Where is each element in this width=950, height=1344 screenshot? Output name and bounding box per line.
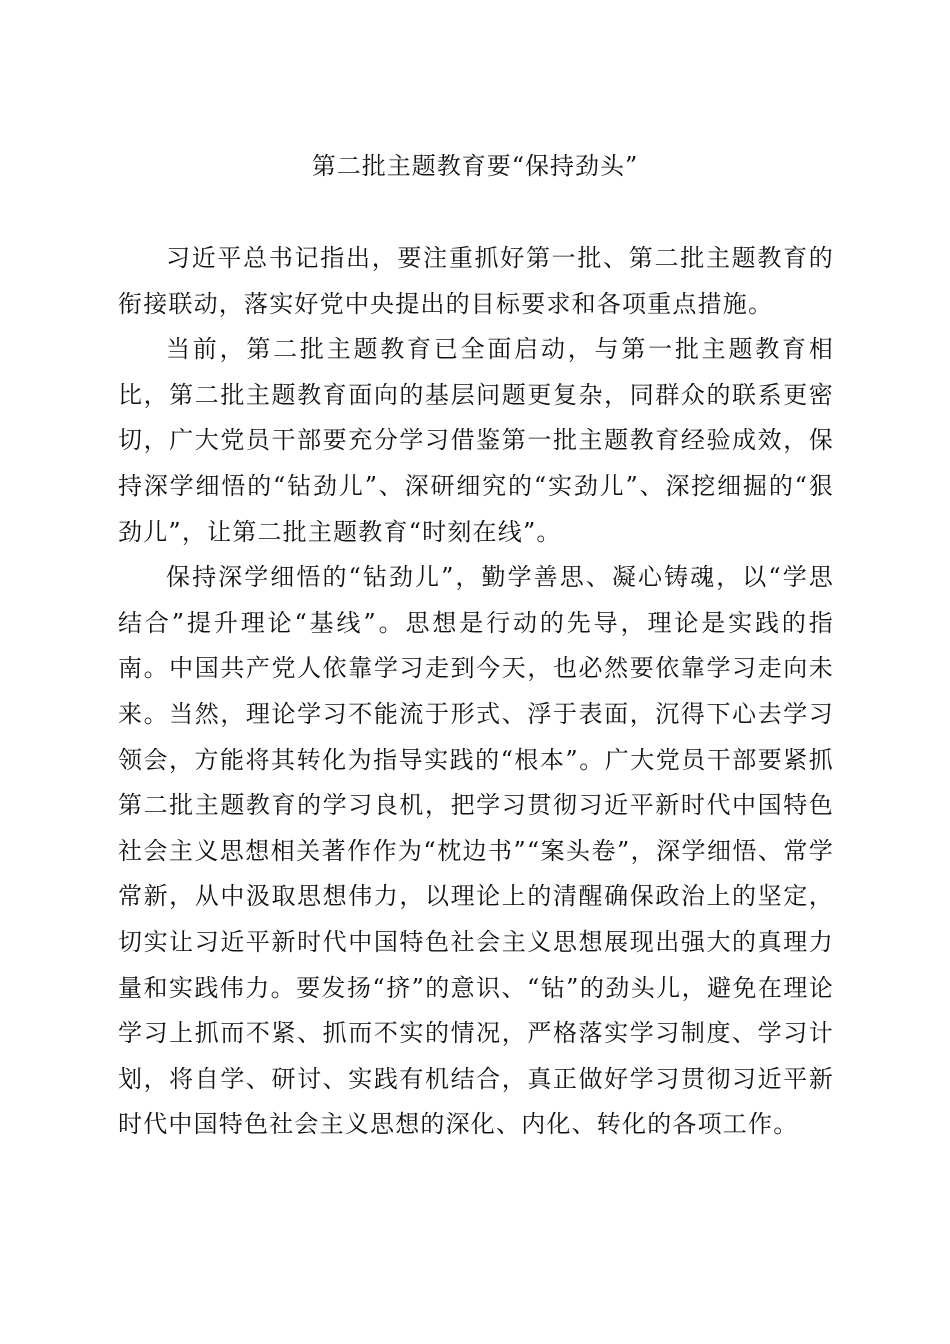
paragraph: 保持深学细悟的“钻劲儿”，勤学善思、凝心铸魂，以“学思结合”提升理论“基线”。思想是行动的先导，理论是实践的指南。中国共产党人依靠学习走到今天，也必然要依靠学习走向未来。当然，理论学习不能流于形式、浮于表面，沉得下心去学习领会，方能将其转化为指导实践的“根本”。广大党员干部要紧抓第二批主题教育的学习良机，把学习贯彻习近平新时代中国特色社会主义思想相关著作作为“枕边书”“案头卷”，深学细悟、常学常新，从中汲取思想伟力，以理论上的清醒确保政治上的坚定，切实让习近平新时代中国特色社会主义思想展现出强大的真理力量和实践伟力。要发扬“挤”的意识、“钻”的劲头儿，避免在理论学习上抓而不紧、抓而不实的情况，严格落实学习制度、学习计划，将自学、研讨、实践有机结合，真正做好学习贯彻习近平新时代中国特色社会主义思想的深化、内化、转化的各项工作。 <box>118 563 834 1139</box>
document-body <box>118 236 834 1148</box>
paragraph: 当前，第二批主题教育已全面启动，与第一批主题教育相比，第二批主题教育面向的基层问题更复杂，同群众的联系更密切，广大党员干部要充分学习借鉴第一批主题教育经验成效，保持深学细悟的“钻劲儿”、深研细究的“实劲儿”、深挖细掘的“狠劲儿”，让第二批主题教育“时刻在线”。 <box>118 335 834 546</box>
paragraph: 习近平总书记指出，要注重抓好第一批、第二批主题教育的衔接联动，落实好党中央提出的目标要求和各项重点措施。 <box>118 244 834 318</box>
document-title: 第二批主题教育要“保持劲头” <box>311 152 639 180</box>
